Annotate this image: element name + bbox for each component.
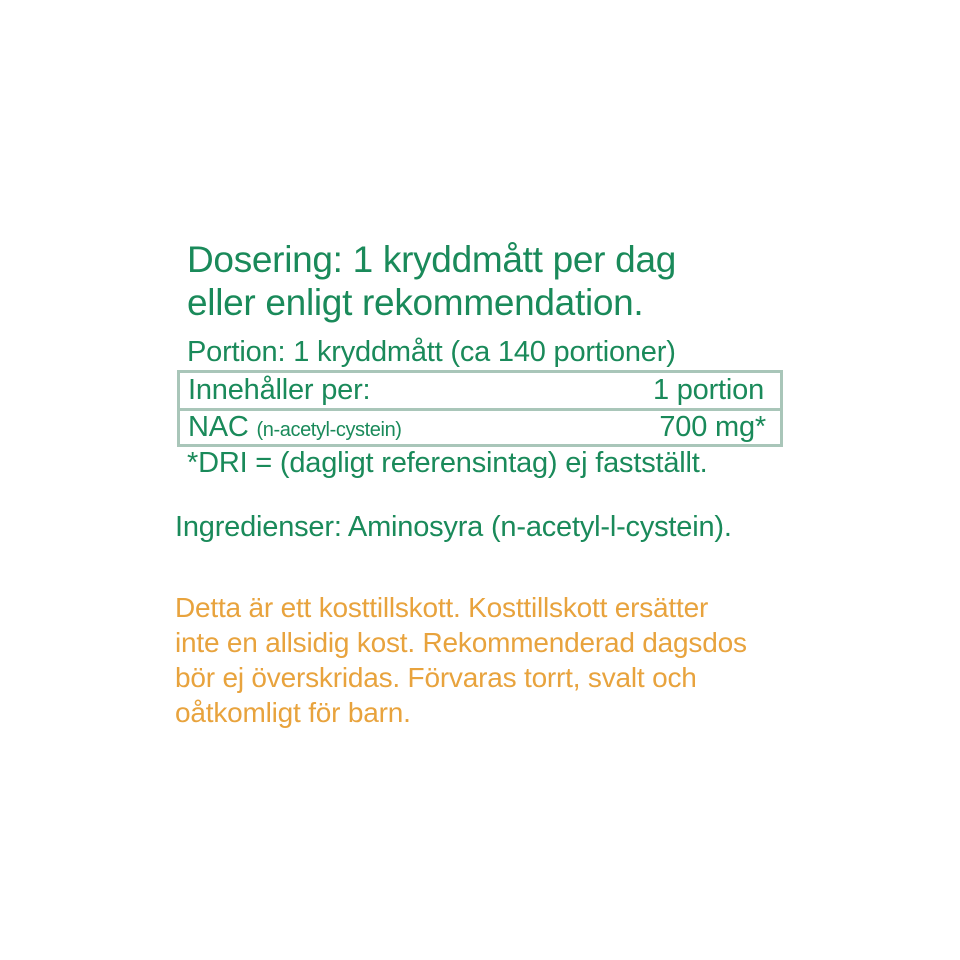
ingredients-text: Ingredienser: Aminosyra (n-acetyl-l-cystein). — [175, 511, 732, 543]
warning-line-1: Detta är ett kosttillskott. Kosttillskott ersätter — [175, 592, 709, 623]
nutrient-cell — [188, 411, 402, 447]
warning-text — [175, 590, 747, 730]
nutrition-table-header-value: 1 portion — [652, 374, 764, 406]
dosage-line-1: Dosering: 1 kryddmått per dag — [187, 239, 676, 280]
warning-line-4: oåtkomligt för barn. — [175, 697, 411, 728]
dri-footnote: *DRI = (dagligt referensintag) ej fastställt. — [187, 447, 708, 479]
nutrient-name: NAC — [188, 411, 249, 443]
nutrition-table — [177, 370, 783, 447]
portion-text: Portion: 1 kryddmått (ca 140 portioner) — [187, 336, 676, 368]
warning-line-3: bör ej överskridas. Förvaras torrt, svalt och — [175, 662, 697, 693]
dosage-line-2: eller enligt rekommendation. — [187, 282, 644, 323]
nutrition-table-header-row — [180, 373, 780, 408]
nutrient-amount: 700 mg* — [659, 411, 766, 443]
nutrition-table-header-label: Innehåller per: — [188, 374, 371, 406]
dosage-text — [187, 238, 676, 324]
nutrient-detail: (n-acetyl-cystein) — [256, 419, 402, 441]
warning-line-2: inte en allsidig kost. Rekommenderad dagsdos — [175, 627, 747, 658]
nutrition-table-row — [180, 408, 780, 444]
